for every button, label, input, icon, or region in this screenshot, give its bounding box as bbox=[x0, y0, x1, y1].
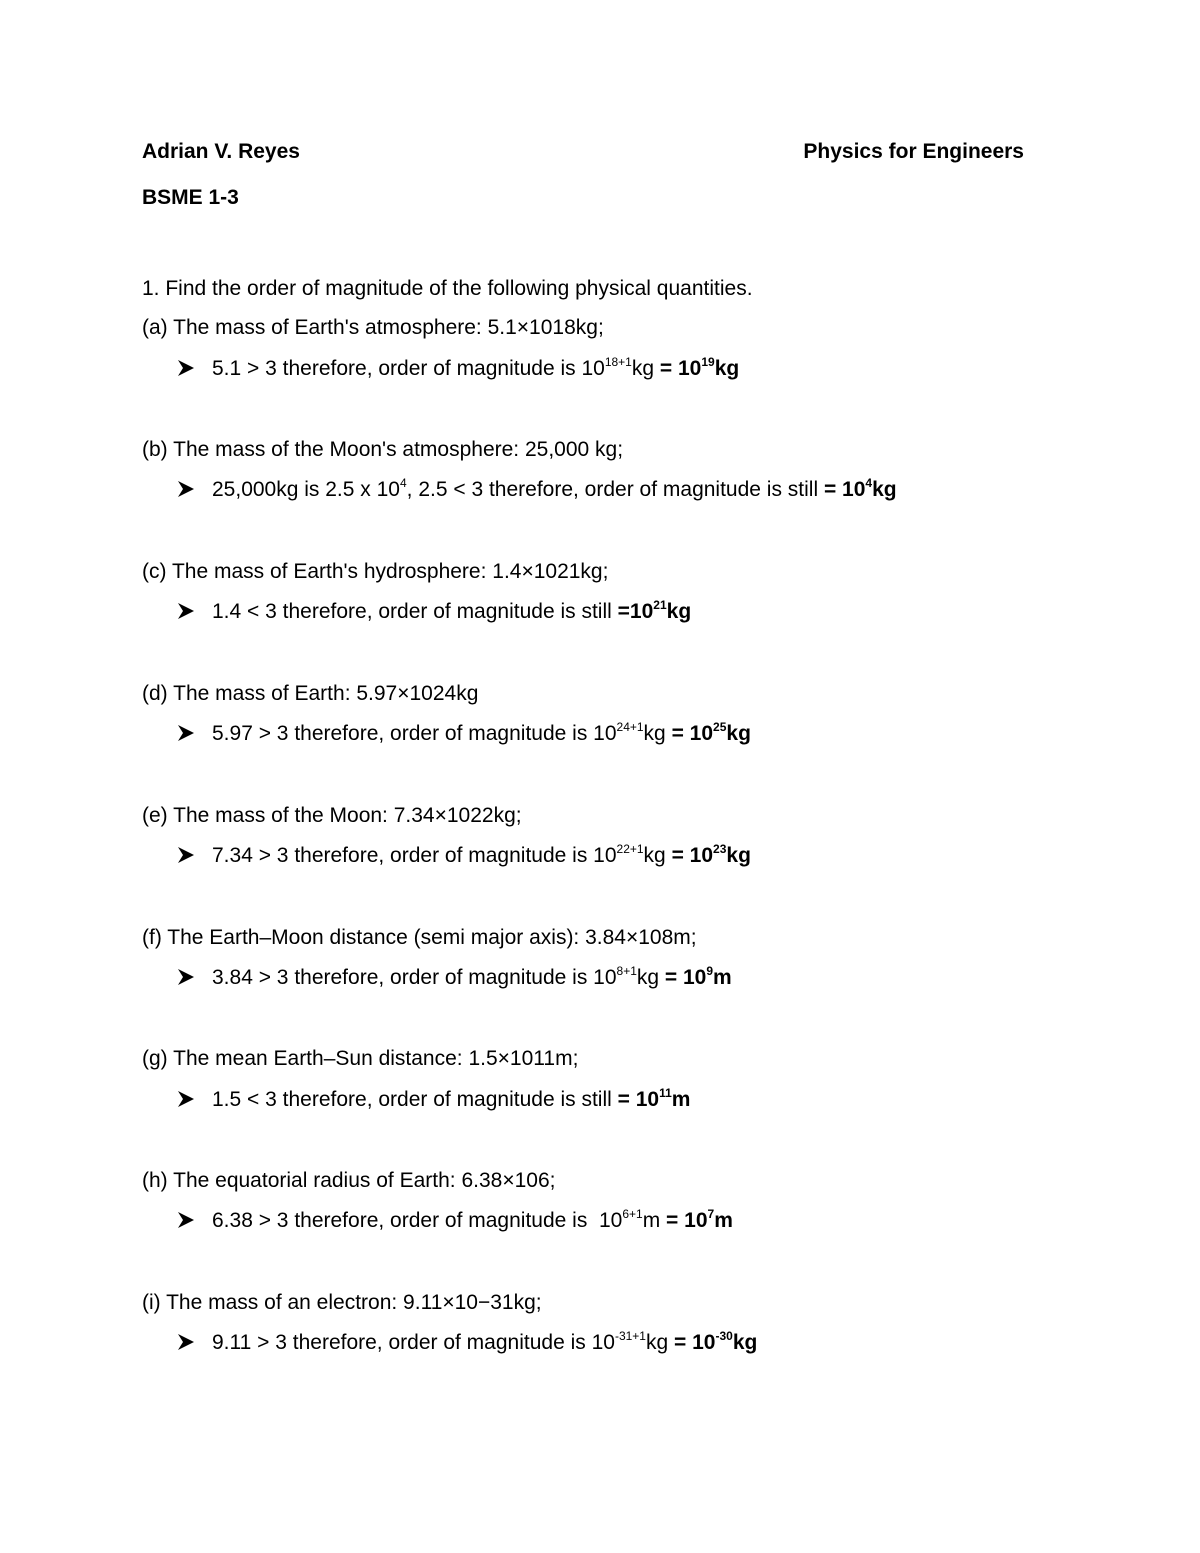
answer-result: = 10 bbox=[818, 478, 866, 501]
answer-lead: 6.38 > 3 therefore, order of magnitude is 10 bbox=[212, 1209, 623, 1232]
question-text: 1. Find the order of magnitude of the following physical quantities. bbox=[142, 277, 753, 300]
arrow-bullet-icon bbox=[176, 1211, 196, 1229]
item-prompt-c: (c) The mass of Earth's hydrosphere: 1.4×1021kg; bbox=[142, 560, 609, 583]
answer-result: = 10 bbox=[659, 966, 707, 989]
answer-text bbox=[212, 1088, 690, 1112]
answer-lead-exponent: 8+1 bbox=[616, 964, 637, 978]
item-answer-d bbox=[176, 722, 751, 746]
answer-result: = 10 bbox=[654, 357, 702, 380]
course-title: Physics for Engineers bbox=[803, 140, 1024, 163]
answer-lead: 5.97 > 3 therefore, order of magnitude is 10 bbox=[212, 722, 617, 745]
item-answer-g bbox=[176, 1088, 690, 1112]
answer-lead: 5.1 > 3 therefore, order of magnitude is 10 bbox=[212, 357, 605, 380]
item-answer-f bbox=[176, 966, 732, 990]
answer-result: =10 bbox=[611, 600, 654, 623]
answer-result-exponent: 23 bbox=[713, 842, 727, 856]
item-answer-b bbox=[176, 478, 897, 502]
answer-text bbox=[212, 966, 732, 990]
answer-result: = 10 bbox=[660, 1209, 708, 1232]
item-prompt-h: (h) The equatorial radius of Earth: 6.38×106; bbox=[142, 1169, 556, 1192]
answer-result-exponent: 11 bbox=[659, 1086, 672, 1100]
answer-result-unit: kg bbox=[726, 722, 751, 745]
answer-result-unit: kg bbox=[666, 600, 692, 623]
answer-lead-exponent: 22+1 bbox=[616, 842, 644, 856]
answer-result-exponent: 21 bbox=[653, 598, 667, 612]
answer-result-unit: m bbox=[714, 1209, 733, 1232]
header-row bbox=[142, 140, 1024, 170]
answer-result: = 10 bbox=[668, 1331, 716, 1354]
answer-lead-exponent: 4 bbox=[399, 476, 407, 490]
answer-lead: 9.11 > 3 therefore, order of magnitude is 10 bbox=[212, 1331, 615, 1354]
answer-lead: 1.4 < 3 therefore, order of magnitude is still bbox=[212, 600, 612, 623]
item-answer-e bbox=[176, 844, 751, 868]
item-answer-a bbox=[176, 357, 739, 381]
answer-lead-tail: kg bbox=[643, 844, 666, 867]
answer-lead: 3.84 > 3 therefore, order of magnitude is 10 bbox=[212, 966, 617, 989]
answer-lead-exponent: 18+1 bbox=[604, 355, 632, 369]
answer-lead-tail: m bbox=[642, 1209, 661, 1232]
item-prompt-e: (e) The mass of the Moon: 7.34×1022kg; bbox=[142, 804, 522, 827]
answer-result: = 10 bbox=[665, 722, 714, 745]
arrow-bullet-icon bbox=[176, 968, 196, 986]
answer-text bbox=[212, 722, 751, 746]
answer-result-exponent: 25 bbox=[713, 720, 727, 734]
answer-lead-exponent: -31+1 bbox=[614, 1329, 646, 1343]
answer-lead: 25,000kg is 2.5 x 10 bbox=[212, 478, 400, 501]
answer-text bbox=[212, 1209, 733, 1233]
answer-lead-tail: kg bbox=[645, 1331, 669, 1354]
answer-result-exponent: 4 bbox=[865, 476, 873, 490]
item-prompt-i: (i) The mass of an electron: 9.11×10−31kg; bbox=[142, 1291, 542, 1314]
answer-result-unit: m bbox=[671, 1088, 691, 1111]
section-label: BSME 1-3 bbox=[142, 186, 239, 209]
answer-lead-tail: kg bbox=[643, 722, 666, 745]
item-prompt-f: (f) The Earth–Moon distance (semi major axis): 3.84×108m; bbox=[142, 926, 697, 949]
answer-lead: 1.5 < 3 therefore, order of magnitude is still bbox=[212, 1088, 612, 1111]
item-answer-c bbox=[176, 600, 691, 624]
answer-result: = 10 bbox=[665, 844, 714, 867]
item-answer-h bbox=[176, 1209, 733, 1233]
arrow-bullet-icon bbox=[176, 724, 196, 742]
answer-lead-tail: , 2.5 < 3 therefore, order of magnitude is still bbox=[406, 478, 819, 501]
answer-result-unit: kg bbox=[726, 844, 751, 867]
answer-text bbox=[212, 600, 691, 624]
item-prompt-a: (a) The mass of Earth's atmosphere: 5.1×1018kg; bbox=[142, 316, 604, 339]
answer-result-unit: kg bbox=[714, 357, 740, 380]
answer-result: = 10 bbox=[611, 1088, 660, 1111]
answer-lead: 7.34 > 3 therefore, order of magnitude is 10 bbox=[212, 844, 617, 867]
answer-result-exponent: 19 bbox=[701, 355, 715, 369]
answer-text bbox=[212, 357, 739, 381]
answer-text bbox=[212, 478, 897, 502]
arrow-bullet-icon bbox=[176, 1333, 196, 1351]
item-answer-i bbox=[176, 1331, 757, 1355]
answer-result-unit: m bbox=[713, 966, 732, 989]
answer-lead-tail: kg bbox=[636, 966, 660, 989]
answer-text bbox=[212, 844, 751, 868]
arrow-bullet-icon bbox=[176, 359, 196, 377]
answer-lead-exponent: 6+1 bbox=[622, 1207, 643, 1221]
answer-result-unit: kg bbox=[732, 1331, 758, 1354]
answer-text bbox=[212, 1331, 757, 1355]
author-name: Adrian V. Reyes bbox=[142, 140, 300, 163]
arrow-bullet-icon bbox=[176, 1090, 196, 1108]
arrow-bullet-icon bbox=[176, 846, 196, 864]
arrow-bullet-icon bbox=[176, 480, 196, 498]
answer-lead-tail: kg bbox=[631, 357, 655, 380]
answer-result-exponent: 9 bbox=[706, 964, 714, 978]
item-prompt-b: (b) The mass of the Moon's atmosphere: 25,000 kg; bbox=[142, 438, 624, 461]
answer-result-exponent: -30 bbox=[715, 1329, 733, 1343]
answer-result-exponent: 7 bbox=[707, 1207, 715, 1221]
item-prompt-g: (g) The mean Earth–Sun distance: 1.5×1011m; bbox=[142, 1047, 579, 1070]
arrow-bullet-icon bbox=[176, 602, 196, 620]
answer-lead-exponent: 24+1 bbox=[616, 720, 644, 734]
answer-result-unit: kg bbox=[872, 478, 897, 501]
item-prompt-d: (d) The mass of Earth: 5.97×1024kg bbox=[142, 682, 479, 705]
